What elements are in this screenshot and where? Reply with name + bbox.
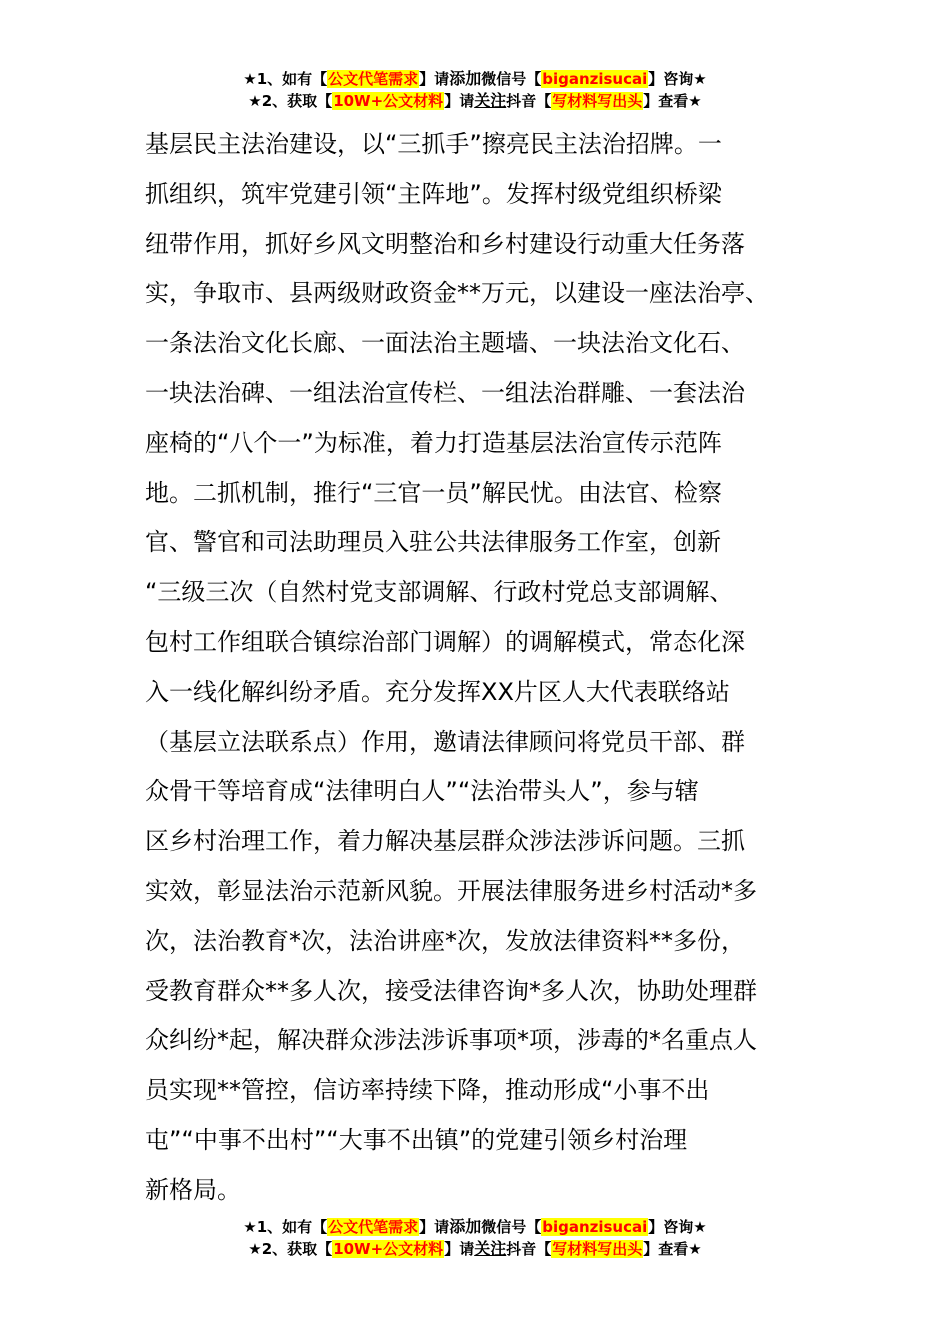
banner-text: 】请 [419,1218,450,1236]
body-line: 众骨干等培育成“法律明白人”“法治带头人”，参与辖 [145,777,699,806]
banner-emphasis: 关注 [474,1239,507,1258]
banner-text: 抖音【 [506,1240,552,1258]
banner-highlight: biganzisucai [542,1218,648,1236]
body-line: 座椅的“八个一”为标准，着力打造基层法治宣传示范阵 [145,428,722,457]
banner-text: 】请 [419,70,450,88]
banner-text: 】请 [444,92,475,110]
body-line: 官、警官和司法助理员入驻公共法律服务工作室，创新 [145,528,721,557]
banner-text: 微信号【 [481,70,542,88]
banner-text: 】查看★ [643,92,702,110]
body-line: 实效，彰显法治示范新风貌。开展法律服务进乡村活动*多 [145,876,757,905]
banner-text: 抖音【 [506,92,552,110]
body-line: 员实现**管控，信访率持续下降，推动形成“小事不出 [145,1076,710,1105]
banner-line-1 [0,1216,950,1238]
body-line: 抓组织，筑牢党建引领“主阵地”。发挥村级党组织桥梁 [145,179,722,208]
banner-emphasis: 添加 [449,1217,482,1236]
banner-line-1 [0,68,950,90]
banner-text: 】请 [444,1240,475,1258]
banner-text: 】咨询★ [648,1218,707,1236]
bottom-banner [0,1216,950,1260]
banner-text: 】咨询★ [648,70,707,88]
banner-emphasis: 添加 [449,69,482,88]
body-line: （基层立法联系点）作用，邀请法律顾问将党员干部、群 [145,727,745,756]
body-line: 包村工作组联合镇综治部门调解）的调解模式，常态化深 [145,627,745,656]
banner-highlight: biganzisucai [542,70,648,88]
body-paragraph [145,120,810,1216]
banner-highlight: 10W+公文材料 [333,92,444,110]
banner-line-2 [0,1238,950,1260]
banner-highlight: 10W+公文材料 [333,1240,444,1258]
body-line: 一条法治文化长廊、一面法治主题墙、一块法治文化石、 [145,329,745,358]
body-line: 受教育群众**多人次，接受法律咨询*多人次，协助处理群 [145,976,757,1005]
body-line: 次，法治教育*次，法治讲座*次，发放法律资料**多份， [145,926,745,955]
banner-text: 微信号【 [481,1218,542,1236]
banner-emphasis: 关注 [474,91,507,110]
banner-highlight: 公文代笔需求 [328,1218,419,1236]
banner-line-2 [0,90,950,112]
banner-highlight: 写材料写出头 [552,92,643,110]
banner-text: ★2、获取【 [248,1240,333,1258]
body-line: 纽带作用，抓好乡风文明整治和乡村建设行动重大任务落 [145,229,745,258]
body-line: 一块法治碑、一组法治宣传栏、一组法治群雕、一套法治 [145,378,745,407]
body-line: 新格局。 [145,1175,241,1204]
body-line: 入一线化解纠纷矛盾。充分发挥XX片区人大代表联络站 [145,677,730,706]
body-line: 区乡村治理工作，着力解决基层群众涉法涉诉问题。三抓 [145,827,745,856]
body-line: 屯”“中事不出村”“大事不出镇”的党建引领乡村治理 [145,1125,688,1154]
body-line: 基层民主法治建设，以“三抓手”擦亮民主法治招牌。一 [145,130,722,158]
banner-highlight: 公文代笔需求 [328,70,419,88]
body-line: 众纠纷*起，解决群众涉法涉诉事项*项，涉毒的*名重点人 [145,1026,757,1055]
banner-text: ★1、如有【 [243,1218,328,1236]
banner-highlight: 写材料写出头 [552,1240,643,1258]
top-banner [0,68,950,112]
body-line: “三级三次（自然村党支部调解、行政村党总支部调解、 [145,578,734,607]
banner-text: ★1、如有【 [243,70,328,88]
body-line: 地。二抓机制，推行“三官一员”解民忧。由法官、检察 [145,478,722,507]
body-line: 实，争取市、县两级财政资金**万元，以建设一座法治亭、 [145,279,769,308]
banner-text: ★2、获取【 [248,92,333,110]
banner-text: 】查看★ [643,1240,702,1258]
